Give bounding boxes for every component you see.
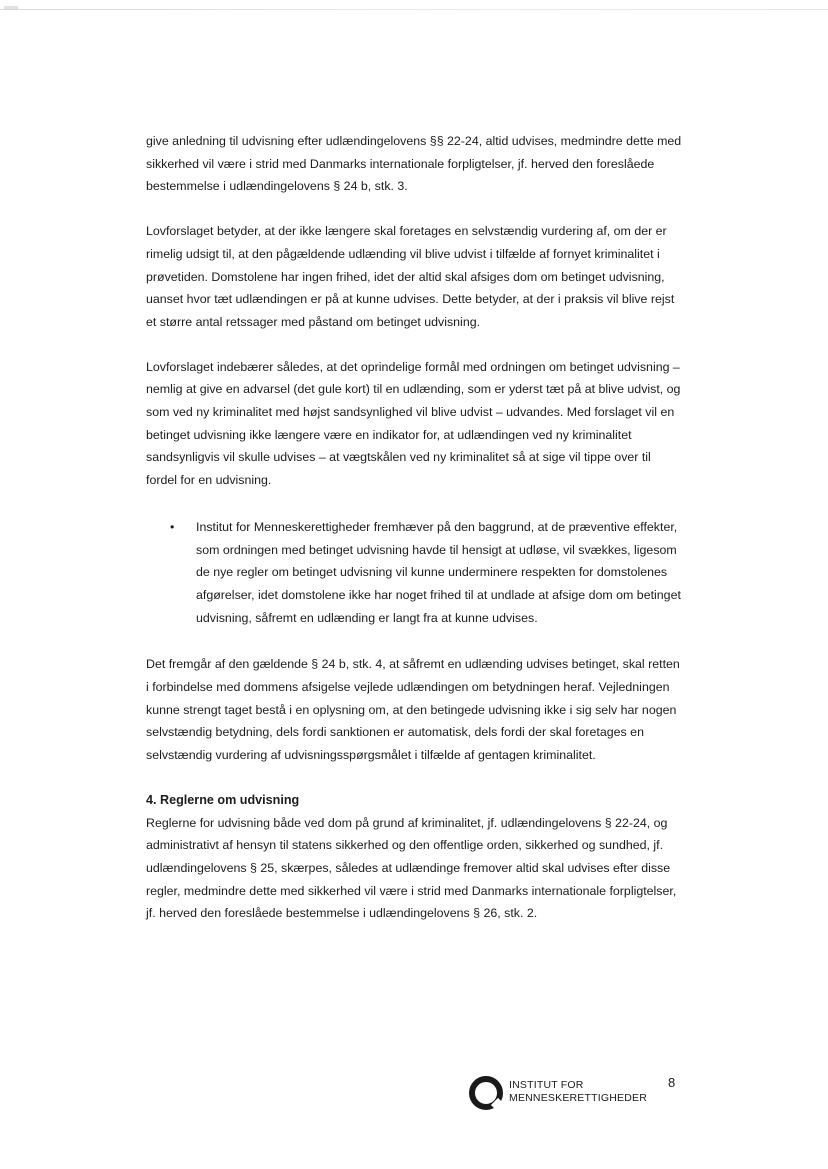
bullet-list-item — [146, 516, 682, 630]
paragraph-3: Lovforslaget indebærer således, at det oprindelige formål med ordningen om betinget udvisning – nemlig at give en advarsel (det gule kort) til en udlænding, som er yderst tæt på at blive udvist, og som ved ny kriminalitet med højst sandsynlighed vil blive udvist – udvandes. Med forslaget vil en betinget udvisning ikke længere være en indikator for, at udlændingen ved ny kriminalitet sandsynligvis vil skulle udvises – at vægtskålen ved ny kriminalitet så at sige vil tippe over til fordel for en udvisning. — [146, 359, 681, 488]
scan-top-edge — [0, 9, 828, 10]
paragraph-1: give anledning til udvisning efter udlændingelovens §§ 22-24, altid udvises, medmindre dette med sikkerhed vil være i strid med Danmarks internationale forpligtelser, jf. herved den foreslåede bestemmelse i udlændingelovens § 24 b, stk. 3. — [146, 134, 682, 194]
institute-logo — [469, 1073, 659, 1113]
paragraph-5: Reglerne for udvisning både ved dom på grund af kriminalitet, jf. udlændingelovens § 22-24, og administrativt af hensyn til statens sikkerhed og den offentlige orden, sikkerhed og sundhed, jf. udlændingelovens § 25, skærpes, således at udlændinge fremover altid skal udvises efter disse regler, medmindre dette med sikkerhed vil være i strid med Danmarks internationale forpligtelser, jf. herved den foreslåede bestemmelse i udlændingelovens § 26, stk. 2. — [146, 815, 677, 921]
page-number: 8 — [668, 1075, 676, 1090]
paragraph-2: Lovforslaget betyder, at der ikke længere skal foretages en selvstændig vurdering af, om der er rimelig udsigt til, at den pågældende udlænding vil blive udvist i tilfælde af fornyet kriminalitet i prøvetiden. Domstolene har ingen frihed, idet der altid skal afsiges dom om betinget udvisning, uanset hvor tæt udlændingen er på at kunne udvises. Dette betyder, at der i praksis vil blive rejst et større antal retssager med påstand om betinget udvisning. — [146, 224, 675, 329]
logo-text — [509, 1079, 647, 1105]
document-body — [146, 130, 682, 925]
logo-line-1: INSTITUT FOR — [509, 1079, 584, 1091]
paragraph-4: Det fremgår af den gældende § 24 b, stk. 4, at såfremt en udlænding udvises betinget, skal retten i forbindelse med dommens afsigelse vejlede udlændingen om betydningen heraf. Vejledningen kunne strengt taget bestå i en oplysning om, at den betingede udvisning ikke i sig selv har nogen selvstændig betydning, dels fordi sanktionen er automatisk, dels fordi der skal foretages en selvstændig vurdering af udvisningsspørgsmålet i tilfælde af gentagen kriminalitet. — [146, 657, 680, 763]
section-heading: 4. Reglerne om udvisning — [146, 792, 300, 807]
logo-line-2: MENNESKERETTIGHEDER — [509, 1092, 647, 1104]
bullet-text: Institut for Menneskerettigheder fremhæver på den baggrund, at de præventive effekter, som ordningen med betinget udvisning havde til hensigt at udløse, vil svækkes, ligesom de nye regler om betinget udvisning vil kunne underminere respekten for domstolenes afgørelser, idet domstolene ikke har noget frihed til at undlade at afsige dom om betinget udvisning, såfremt en udlænding er langt fra at kunne udvises. — [196, 519, 681, 625]
bullet-icon: • — [170, 519, 175, 534]
